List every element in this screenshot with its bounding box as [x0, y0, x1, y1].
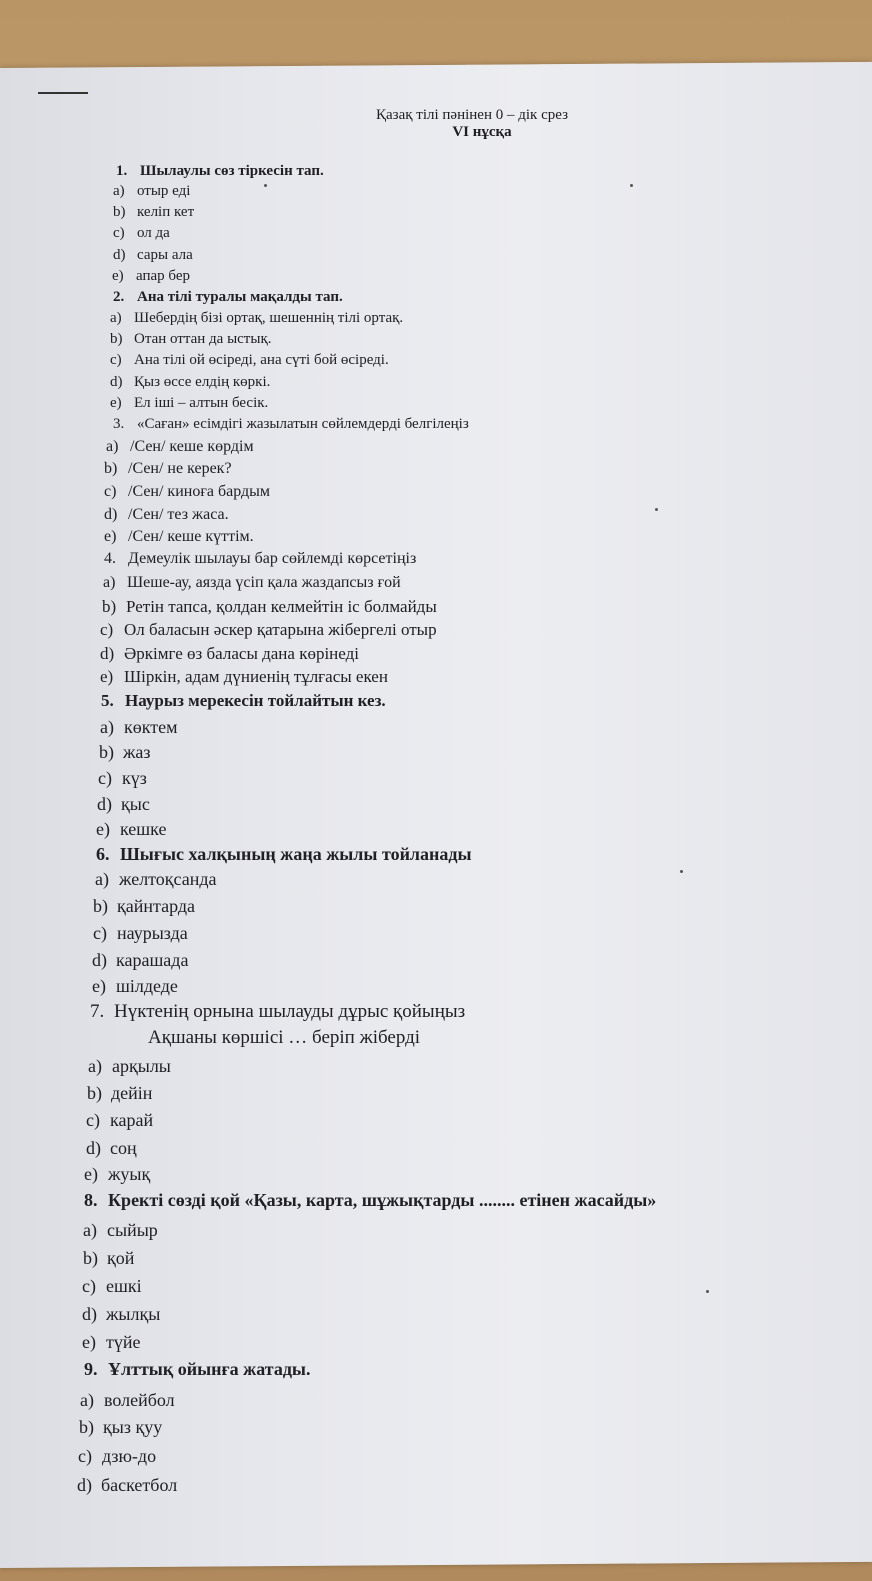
item-marker: b) — [110, 331, 123, 347]
item-marker: d) — [100, 644, 115, 663]
item-marker: d) — [86, 1138, 101, 1158]
item-text: карашада — [116, 950, 189, 970]
item-text: волейбол — [104, 1390, 175, 1410]
item-text: /Сен/ кеше күттім. — [128, 528, 254, 545]
item-marker: b) — [99, 742, 114, 762]
question-line — [113, 416, 469, 433]
item-marker: c) — [82, 1276, 96, 1296]
item-marker: b) — [83, 1248, 98, 1268]
item-text: жуық — [108, 1164, 151, 1184]
item-marker: b) — [87, 1083, 102, 1103]
answer-option — [80, 1390, 175, 1411]
answer-option — [97, 794, 150, 815]
item-text: /Сен/ тез жаса. — [128, 506, 229, 523]
item-marker: 8. — [84, 1190, 98, 1210]
answer-option — [113, 225, 170, 242]
item-text: Шығыс халқының жаңа жылы тойланады — [120, 844, 472, 864]
item-marker: c) — [78, 1446, 92, 1466]
item-marker: c) — [98, 768, 112, 788]
item-text: жаз — [123, 742, 151, 762]
item-text: желтоқсанда — [119, 869, 217, 889]
answer-option — [99, 742, 151, 763]
item-marker: e) — [112, 268, 124, 284]
answer-option — [96, 819, 166, 840]
item-marker: b) — [93, 896, 108, 916]
item-marker: d) — [110, 374, 123, 390]
question-line — [113, 289, 343, 306]
item-marker: c) — [113, 225, 125, 241]
item-marker: a) — [95, 869, 109, 889]
answer-option — [79, 1417, 162, 1438]
question-line — [96, 844, 472, 865]
answer-option — [95, 869, 217, 890]
item-text: арқылы — [112, 1056, 171, 1076]
item-marker: c) — [86, 1110, 100, 1130]
item-marker: 3. — [113, 416, 125, 432]
item-marker: c) — [93, 923, 107, 943]
item-text: Ана тілі туралы мақалды тап. — [137, 289, 343, 305]
answer-option — [110, 331, 271, 348]
item-marker: d) — [104, 506, 118, 523]
answer-option — [86, 1110, 153, 1131]
item-marker: a) — [100, 717, 114, 737]
answer-option — [92, 976, 178, 997]
item-marker: d) — [82, 1304, 97, 1324]
item-marker: e) — [104, 528, 117, 545]
item-text: /Сен/ не керек? — [128, 460, 232, 477]
answer-option — [93, 923, 188, 944]
item-marker: e) — [92, 976, 106, 996]
answer-option — [100, 717, 178, 738]
item-marker: d) — [113, 247, 126, 263]
question-line — [116, 163, 324, 180]
item-marker: a) — [110, 310, 122, 326]
item-text: Ел іші – алтын бесік. — [134, 395, 269, 411]
item-text: Шіркін, адам дүниенің тұлғасы екен — [124, 667, 388, 686]
item-marker: 2. — [113, 289, 125, 305]
item-text: келіп кет — [137, 204, 195, 220]
answer-option — [84, 1164, 150, 1185]
answer-option — [82, 1332, 141, 1353]
item-marker: e) — [82, 1332, 96, 1352]
answer-option — [82, 1276, 142, 1297]
item-text: ешкі — [106, 1276, 142, 1296]
answer-option — [86, 1138, 137, 1159]
item-marker: d) — [97, 794, 112, 814]
item-text: Ақшаны көршісі … беріп жіберді — [148, 1027, 421, 1048]
answer-option — [93, 896, 195, 917]
item-marker: c) — [104, 483, 117, 500]
item-marker: 9. — [84, 1359, 98, 1379]
item-text: дзю-до — [102, 1446, 157, 1466]
answer-option — [98, 768, 147, 789]
item-text: кешке — [120, 819, 167, 839]
item-marker: d) — [77, 1475, 92, 1495]
item-marker: b) — [102, 597, 117, 616]
item-text: көктем — [124, 717, 178, 737]
item-text: /Сен/ киноға бардым — [128, 483, 271, 500]
question-line — [101, 691, 386, 711]
item-marker: a) — [106, 438, 119, 455]
item-text: Демеулік шылауы бар сөйлемді көрсетіңіз — [128, 550, 417, 567]
item-marker: 5. — [101, 691, 114, 710]
item-text: жылқы — [106, 1304, 161, 1324]
item-text: Ол баласын әскер қатарына жібергелі отыр — [124, 620, 437, 639]
answer-option — [83, 1220, 158, 1241]
item-text: түйе — [106, 1332, 141, 1352]
item-text: Шебердің бізі ортақ, шешеннің тілі ортақ. — [134, 310, 404, 326]
answer-option — [110, 352, 389, 369]
variant-label: VI нұсқа — [452, 124, 512, 140]
item-text: сыйыр — [107, 1220, 158, 1240]
answer-option — [87, 1083, 152, 1104]
item-marker: 7. — [90, 1001, 105, 1022]
answer-option — [92, 950, 188, 971]
answer-option — [106, 438, 254, 456]
item-marker: a) — [88, 1056, 102, 1076]
item-text: Ретін тапса, қолдан келмейтін іс болмайды — [126, 597, 437, 616]
answer-option — [83, 1248, 134, 1269]
item-text: қыз қуу — [103, 1417, 163, 1437]
answer-option — [78, 1446, 156, 1467]
answer-option — [112, 268, 190, 285]
question-line — [104, 550, 416, 568]
question-line — [84, 1359, 310, 1380]
item-marker: c) — [100, 620, 114, 639]
item-text: шілдеде — [116, 976, 178, 996]
answer-option — [110, 395, 268, 412]
item-marker: e) — [96, 819, 110, 839]
item-text: Қыз өссе елдің көркі. — [134, 374, 271, 390]
item-text: Ана тілі ой өсіреді, ана сүті бой өсіреді. — [134, 352, 389, 368]
answer-option — [102, 597, 437, 617]
item-marker: 1. — [116, 163, 128, 179]
test-title: Қазақ тілі пәнінен 0 – дік срез — [375, 107, 568, 123]
item-text: Кректі сөзді қой «Қазы, карта, шұжықтарды ........ етінен жасайды» — [108, 1190, 657, 1210]
speck — [655, 508, 658, 511]
item-text: «Саған» есімдігі жазылатын сөйлемдерді белгілеңіз — [137, 416, 469, 432]
answer-option — [113, 247, 193, 264]
item-marker: e) — [110, 395, 122, 411]
item-text: күз — [122, 768, 147, 788]
item-text: Наурыз мерекесін тойлайтын кез. — [125, 691, 386, 710]
speck — [680, 870, 683, 873]
item-text: қайнтарда — [117, 896, 195, 916]
answer-option — [100, 644, 359, 664]
question-line — [84, 1190, 656, 1211]
item-text: ол да — [137, 225, 170, 241]
answer-option — [113, 183, 190, 200]
answer-option — [77, 1475, 177, 1496]
item-marker: a) — [103, 574, 116, 591]
item-marker: 4. — [104, 550, 116, 567]
item-marker: b) — [104, 460, 118, 477]
item-text: наурызда — [117, 923, 188, 943]
speck — [264, 184, 267, 187]
item-marker: e) — [100, 667, 114, 686]
item-text: баскетбол — [101, 1475, 178, 1495]
item-text: отыр еді — [137, 183, 191, 199]
answer-option — [104, 528, 254, 546]
answer-option — [103, 574, 401, 592]
answer-option — [100, 620, 437, 640]
item-marker: c) — [110, 352, 122, 368]
item-marker: d) — [92, 950, 107, 970]
item-text: Шылаулы сөз тіркесін тап. — [140, 163, 324, 179]
item-text: Отан оттан да ыстық. — [134, 331, 272, 347]
answer-option — [110, 374, 270, 391]
item-marker: b) — [113, 204, 126, 220]
item-text: Ұлттық ойынға жатады. — [108, 1359, 311, 1379]
item-text: қыс — [121, 794, 150, 814]
item-text: соң — [110, 1138, 137, 1158]
item-text: Нүктенің орнына шылауды дұрыс қойыңыз — [114, 1001, 466, 1022]
item-text: апар бер — [136, 268, 190, 284]
speck — [706, 1290, 709, 1293]
answer-option — [100, 667, 388, 687]
item-marker: b) — [79, 1417, 94, 1437]
answer-option — [104, 506, 229, 524]
speck — [630, 184, 633, 187]
item-marker: a) — [113, 183, 125, 199]
question-line — [90, 1001, 465, 1023]
answer-option — [113, 204, 194, 221]
item-marker: e) — [84, 1164, 98, 1184]
answer-option — [124, 1027, 420, 1049]
item-marker: 6. — [96, 844, 110, 864]
item-text: /Сен/ кеше көрдім — [130, 438, 254, 455]
item-marker: a) — [80, 1390, 94, 1410]
item-text: сары ала — [137, 247, 193, 263]
item-text: қой — [107, 1248, 135, 1268]
item-text: карай — [110, 1110, 154, 1130]
item-text: Шеше-ау, аязда үсіп қала жаздапсыз ғой — [127, 574, 401, 591]
answer-option — [104, 460, 232, 478]
item-text: дейін — [111, 1083, 153, 1103]
item-marker: a) — [83, 1220, 97, 1240]
answer-option — [88, 1056, 171, 1077]
item-text: Әркімге өз баласы дана көрінеді — [124, 644, 359, 663]
answer-option — [104, 483, 270, 501]
answer-option — [110, 310, 403, 327]
answer-option — [82, 1304, 160, 1325]
